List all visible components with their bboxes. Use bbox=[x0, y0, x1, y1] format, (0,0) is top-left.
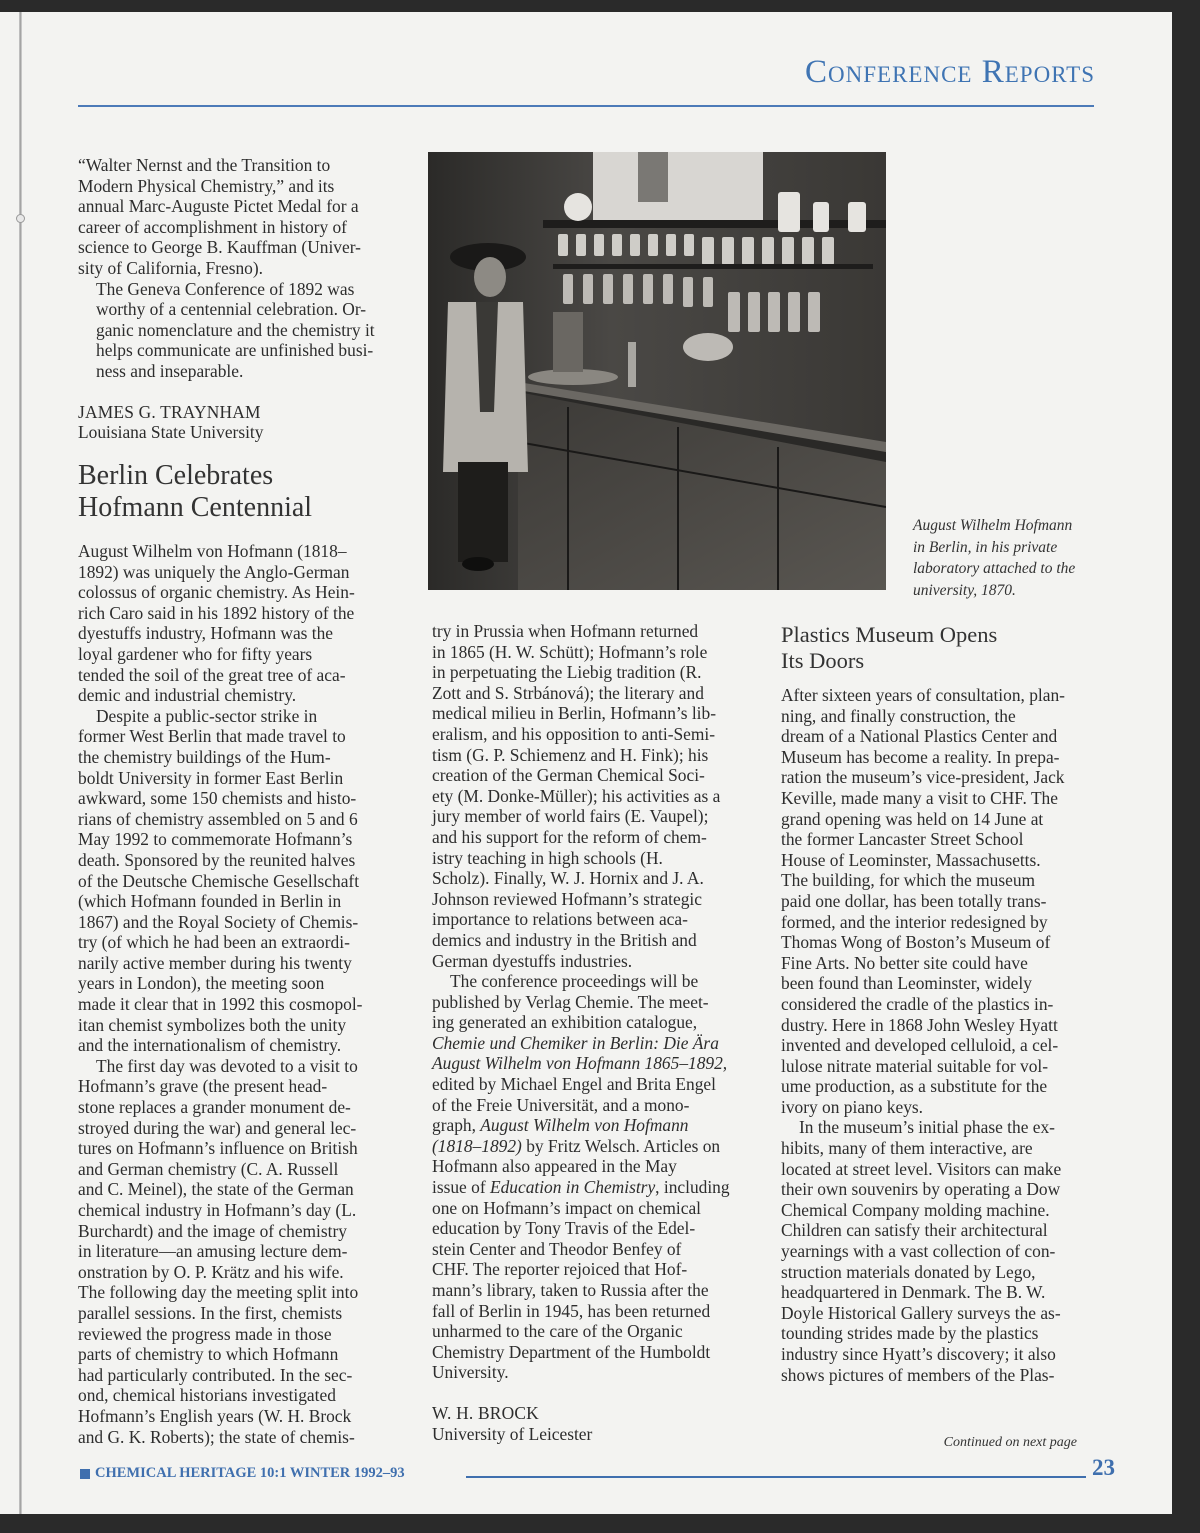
berlin-para-4 bbox=[432, 621, 752, 971]
text-line: Hofmann’s grave (the present head- bbox=[78, 1076, 328, 1097]
text-line: one on Hofmann’s impact on chemical bbox=[432, 1197, 701, 1218]
text-line: formed, and the interior redesigned by bbox=[781, 911, 1048, 932]
text-line: House of Leominster, Massachusetts. bbox=[781, 849, 1041, 870]
text-line bbox=[432, 1136, 752, 1157]
text-line: demic and industrial chemistry. bbox=[78, 685, 297, 706]
headline-line: Berlin Celebrates bbox=[78, 460, 274, 491]
text-line: education by Tony Travis of the Edel- bbox=[432, 1218, 696, 1239]
photo-caption bbox=[913, 515, 1113, 601]
header-rule bbox=[78, 105, 1094, 107]
text-line: jury member of world fairs (E. Vaupel); bbox=[432, 806, 709, 827]
text-line: August Wilhelm von Hofmann (1818– bbox=[78, 541, 347, 561]
column-1 bbox=[78, 155, 388, 443]
photo-illustration bbox=[428, 152, 886, 590]
text-line: in Berlin, in his private bbox=[913, 538, 1058, 556]
text-line: struction materials donated by Lego, bbox=[781, 1261, 1036, 1282]
text-line: years in London), the meeting soon bbox=[78, 973, 325, 994]
text-line: and the internationalism of chemistry. bbox=[78, 1035, 342, 1056]
text-line: headquartered in Denmark. The B. W. bbox=[781, 1282, 1046, 1303]
column-2 bbox=[432, 621, 752, 1444]
text-line: awkward, some 150 chemists and histo- bbox=[78, 788, 357, 809]
text-line: stein Center and Theodor Benfey of bbox=[432, 1238, 682, 1259]
text-line: in perpetuating the Liebig tradition (R. bbox=[432, 662, 702, 683]
text-line: tounding strides made by the plastics bbox=[781, 1323, 1039, 1344]
text-line: stone replaces a grander monument de- bbox=[78, 1097, 351, 1118]
text-line: rich Caro said in his 1892 history of the bbox=[78, 602, 355, 623]
text-line: try in Prussia when Hofmann returned bbox=[432, 621, 699, 641]
square-bullet-icon bbox=[80, 1469, 90, 1479]
text-line: Doyle Historical Gallery surveys the as- bbox=[781, 1302, 1061, 1323]
text-line: career of accomplishment in history of bbox=[78, 216, 347, 237]
text-line: Thomas Wong of Boston’s Museum of bbox=[781, 932, 1051, 953]
text-line: and C. Meinel), the state of the German bbox=[78, 1179, 354, 1200]
text-line: sity of California, Fresno). bbox=[78, 257, 263, 278]
text-line: considered the cradle of the plastics in- bbox=[781, 993, 1054, 1014]
text-line: of the Deutsche Chemische Gesellschaft bbox=[78, 870, 360, 891]
text-line: ety (M. Donke-Müller); his activities as a bbox=[432, 785, 721, 806]
text-line: annual Marc-Auguste Pictet Medal for a bbox=[78, 196, 359, 217]
text-line: published by Verlag Chemie. The meet- bbox=[432, 991, 709, 1012]
plastics-para-1 bbox=[781, 685, 1111, 1117]
text-line: istry teaching in high schools (H. bbox=[432, 847, 663, 868]
text-line: After sixteen years of consultation, plan- bbox=[781, 685, 1065, 705]
text-line: stroyed during the war) and general lec- bbox=[78, 1117, 357, 1138]
text-line: boldt University in former East Berlin bbox=[78, 767, 344, 788]
footer-rule bbox=[466, 1476, 1086, 1478]
page-number: 23 bbox=[1092, 1455, 1115, 1480]
text-line: ration the museum’s vice-president, Jack bbox=[781, 767, 1065, 788]
catalogue-title: Chemie und Chemiker in Berlin: Die Ära bbox=[432, 1032, 719, 1053]
text-line: Fine Arts. No better site could have bbox=[781, 952, 1028, 973]
byline-name: JAMES G. TRAYNHAM bbox=[78, 401, 261, 422]
text-line: ness and inseparable. bbox=[96, 360, 244, 381]
text-line: 1867) and the Royal Society of Chemis- bbox=[78, 911, 359, 932]
text-line: tures on Hofmann’s influence on British bbox=[78, 1138, 358, 1159]
text-line: onstration by O. P. Krätz and his wife. bbox=[78, 1261, 344, 1282]
section-title: Conference Reports bbox=[805, 54, 1095, 90]
text-line: In the museum’s initial phase the ex- bbox=[799, 1117, 1055, 1138]
headline-line: Hofmann Centennial bbox=[78, 492, 313, 523]
text-line: their own souvenirs by operating a Dow bbox=[781, 1179, 1061, 1200]
text-line: colossus of organic chemistry. As Hein- bbox=[78, 582, 355, 603]
byline-affiliation: Louisiana State University bbox=[78, 422, 264, 443]
monograph-title: (1818–1892) bbox=[432, 1135, 522, 1156]
text-line: chemical industry in Hofmann’s day (L. bbox=[78, 1200, 357, 1220]
berlin-para-1 bbox=[78, 541, 388, 706]
text-line: narily active member during his twenty bbox=[78, 952, 352, 973]
text-line: ivory on piano keys. bbox=[781, 1096, 924, 1117]
text-line: demics and industry in the British and bbox=[432, 929, 697, 950]
text-line: in literature—an amusing lecture dem- bbox=[78, 1241, 348, 1262]
text-line: shows pictures of members of the Plas- bbox=[781, 1364, 1055, 1385]
berlin-para-5 bbox=[432, 971, 752, 1383]
text-line: Keville, made many a visit to CHF. The bbox=[781, 787, 1058, 808]
text-line: University. bbox=[432, 1362, 509, 1383]
text-line: of the Freie Universität, and a mono- bbox=[432, 1094, 690, 1115]
berlin-para-2 bbox=[78, 706, 388, 1056]
text-line: dream of a National Plastics Center and bbox=[781, 726, 1058, 747]
staple-mark bbox=[16, 214, 25, 223]
text-line: try (of which he had been an extraordi- bbox=[78, 932, 350, 953]
text-line: May 1992 to commemorate Hofmann’s bbox=[78, 829, 353, 850]
text-line: dyestuffs industry, Hofmann was the bbox=[78, 623, 334, 644]
text-line: Chemical Company molding machine. bbox=[781, 1199, 1050, 1220]
text-line: The first day was devoted to a visit to bbox=[96, 1055, 358, 1076]
text-line: Zott and S. Strbánová); the literary and bbox=[432, 682, 704, 703]
headline-line: Its Doors bbox=[781, 648, 865, 673]
text-line: Children can satisfy their architectural bbox=[781, 1220, 1048, 1241]
footer-publication bbox=[80, 1465, 405, 1482]
text-line: invented and developed celluloid, a cel- bbox=[781, 1035, 1059, 1056]
text-line: Museum has become a reality. In prepa- bbox=[781, 746, 1060, 767]
text-line: death. Sponsored by the reunited halves bbox=[78, 849, 356, 870]
text-line bbox=[432, 1177, 752, 1198]
text-line: The Geneva Conference of 1892 was bbox=[96, 278, 355, 299]
text-line: the chemistry buildings of the Hum- bbox=[78, 746, 331, 767]
byline-traynham bbox=[78, 402, 388, 443]
text-line: The building, for which the museum bbox=[781, 870, 1036, 891]
text-line: (which Hofmann founded in Berlin in bbox=[78, 891, 342, 912]
text-line: tended the soil of the great tree of aca- bbox=[78, 664, 346, 685]
text-line: parallel sessions. In the first, chemists bbox=[78, 1302, 343, 1323]
text-line: 1892) was uniquely the Anglo-German bbox=[78, 561, 350, 582]
text-line: and his support for the reform of chem- bbox=[432, 826, 707, 847]
text-line: Modern Physical Chemistry,” and its bbox=[78, 175, 335, 196]
text-line: had particularly contributed. In the sec- bbox=[78, 1364, 353, 1385]
text-line: “Walter Nernst and the Transition to bbox=[78, 155, 331, 175]
text-run: graph, bbox=[432, 1115, 481, 1136]
text-line: science to George B. Kauffman (Univer- bbox=[78, 237, 361, 258]
text-line: CHF. The reporter rejoiced that Hof- bbox=[432, 1259, 688, 1280]
text-line: Scholz). Finally, W. J. Hornix and J. A. bbox=[432, 868, 704, 889]
text-line: former West Berlin that made travel to bbox=[78, 726, 346, 747]
text-line: edited by Michael Engel and Brita Engel bbox=[432, 1074, 716, 1095]
text-line: Burchardt) and the image of chemistry bbox=[78, 1220, 347, 1241]
text-line: Johnson reviewed Hofmann’s strategic bbox=[432, 888, 702, 909]
text-line: ond, chemical historians investigated bbox=[78, 1385, 336, 1406]
text-line: eralism, and his opposition to anti-Semi- bbox=[432, 723, 716, 744]
plastics-para-2 bbox=[781, 1117, 1111, 1385]
text-line: ganic nomenclature and the chemistry it bbox=[96, 319, 375, 340]
monograph-title: August Wilhelm von Hofmann bbox=[480, 1115, 689, 1136]
text-line: ning, and finally construction, the bbox=[781, 705, 1016, 726]
berlin-para-3 bbox=[78, 1056, 388, 1447]
text-line: ing generated an exhibition catalogue, bbox=[432, 1012, 698, 1033]
text-line: Hofmann’s English years (W. H. Brock bbox=[78, 1405, 352, 1426]
text-line: unharmed to the care of the Organic bbox=[432, 1321, 683, 1342]
text-line: loyal gardener who for fifty years bbox=[78, 643, 313, 664]
text-line: Despite a public-sector strike in bbox=[96, 705, 318, 726]
text-line: yearnings with a vast collection of con- bbox=[781, 1241, 1056, 1262]
text-line: Hofmann also appeared in the May bbox=[432, 1156, 677, 1177]
text-line: dustry. Here in 1868 John Wesley Hyatt bbox=[781, 1014, 1058, 1035]
text-line: grand opening was held on 14 June at bbox=[781, 808, 1044, 829]
text-line: medical milieu in Berlin, Hofmann’s lib- bbox=[432, 703, 716, 724]
text-line: helps communicate are unfinished busi- bbox=[96, 340, 374, 361]
byline-name: W. H. BROCK bbox=[432, 1402, 539, 1423]
text-line: hibits, many of them interactive, are bbox=[781, 1138, 1033, 1159]
text-line: made it clear that in 1992 this cosmopol- bbox=[78, 994, 363, 1015]
hofmann-laboratory-photo bbox=[428, 152, 886, 590]
text-line: lulose nitrate material suitable for vol- bbox=[781, 1055, 1049, 1076]
berlin-body-col1 bbox=[78, 541, 388, 1447]
text-line: The following day the meeting split into bbox=[78, 1282, 359, 1303]
text-line: laboratory attached to the bbox=[913, 560, 1076, 577]
text-run: issue of bbox=[432, 1177, 490, 1198]
text-line: creation of the German Chemical Soci- bbox=[432, 765, 705, 786]
text-line: in 1865 (H. W. Schütt); Hofmann’s role bbox=[432, 641, 708, 662]
text-line: paid one dollar, has been totally trans- bbox=[781, 890, 1047, 911]
byline-brock bbox=[432, 1403, 752, 1444]
headline-line: Plastics Museum Opens bbox=[781, 622, 998, 647]
binding-crease bbox=[19, 12, 22, 1514]
text-line: August Wilhelm Hofmann bbox=[913, 517, 1073, 534]
berlin-headline bbox=[78, 460, 312, 524]
text-line: fall of Berlin in 1945, has been returned bbox=[432, 1300, 711, 1321]
text-line: ume production, as a substitute for the bbox=[781, 1076, 1048, 1097]
byline-affiliation: University of Leicester bbox=[432, 1423, 593, 1444]
catalogue-title: August Wilhelm von Hofmann 1865–1892, bbox=[432, 1053, 728, 1074]
text-line: mann’s library, taken to Russia after the bbox=[432, 1280, 709, 1300]
text-line: importance to relations between aca- bbox=[432, 909, 688, 930]
magazine-page bbox=[0, 12, 1172, 1514]
journal-title: Education in Chemistry bbox=[489, 1177, 656, 1198]
text-line: itan chemist symbolizes both the unity bbox=[78, 1014, 347, 1035]
column-3 bbox=[781, 685, 1111, 1385]
plastics-headline bbox=[781, 622, 997, 674]
text-line: located at street level. Visitors can make bbox=[781, 1158, 1062, 1179]
text-line: and G. K. Roberts); the state of chemis- bbox=[78, 1426, 355, 1447]
text-line: reviewed the progress made in those bbox=[78, 1323, 332, 1344]
text-run: by Fritz Welsch. Articles on bbox=[521, 1135, 721, 1156]
publication-info: CHEMICAL HERITAGE 10:1 WINTER 1992–93 bbox=[95, 1465, 405, 1481]
text-line: been found than Leominster, widely bbox=[781, 973, 1032, 994]
text-line: the former Lancaster Street School bbox=[781, 829, 1024, 850]
continued-note: Continued on next page bbox=[943, 1435, 1077, 1450]
geneva-paragraph bbox=[78, 279, 388, 382]
text-line bbox=[432, 1115, 752, 1136]
text-line: university, 1870. bbox=[913, 581, 1016, 599]
text-line: and German chemistry (C. A. Russell bbox=[78, 1158, 339, 1179]
text-line: Chemistry Department of the Humboldt bbox=[432, 1341, 711, 1362]
text-line: rians of chemistry assembled on 5 and 6 bbox=[78, 808, 358, 829]
text-line: parts of chemistry to which Hofmann bbox=[78, 1344, 339, 1365]
text-line: tism (G. P. Schiemenz and H. Fink); his bbox=[432, 744, 709, 765]
text-line: worthy of a centennial celebration. Or- bbox=[96, 299, 367, 320]
intro-paragraph bbox=[78, 155, 388, 279]
text-line: industry since Hyatt’s discovery; it also bbox=[781, 1344, 1056, 1364]
text-line: The conference proceedings will be bbox=[450, 971, 699, 992]
text-run: , including bbox=[655, 1177, 730, 1198]
text-line: German dyestuffs industries. bbox=[432, 950, 633, 971]
